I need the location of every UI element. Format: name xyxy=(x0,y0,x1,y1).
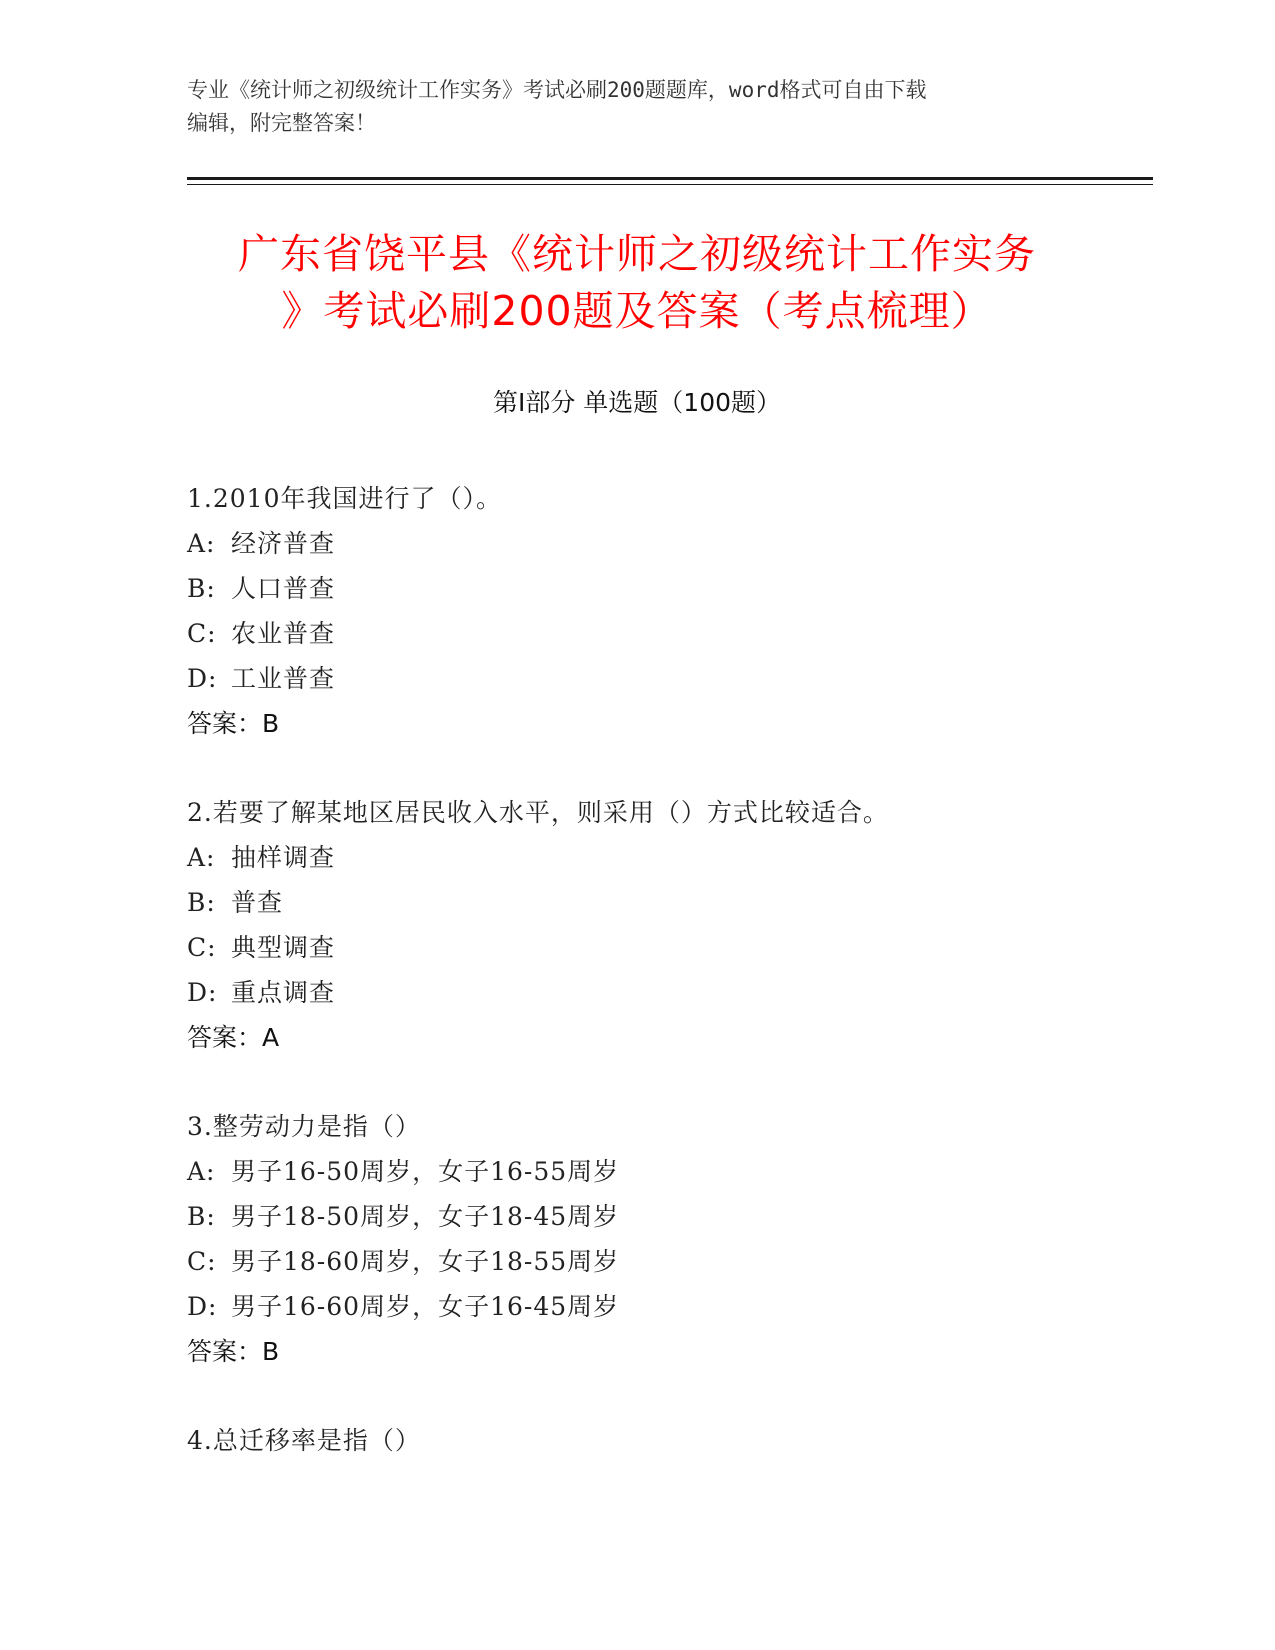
option-d xyxy=(187,1284,1147,1329)
question-2 xyxy=(187,790,1147,1060)
question-list xyxy=(187,476,1147,1507)
option-a xyxy=(187,1149,1147,1194)
option-text: 经济普查 xyxy=(231,529,336,558)
option-c xyxy=(187,925,1147,970)
option-letter: B: xyxy=(187,888,216,917)
question-stem: 2.若要了解某地区居民收入水平，则采用（）方式比较适合。 xyxy=(187,798,889,827)
document-title-line1: 广东省饶平县《统计师之初级统计工作实务 xyxy=(238,230,1036,278)
question-3 xyxy=(187,1104,1147,1374)
question-1 xyxy=(187,476,1147,746)
document-title-line2: 》考试必刷200题及答案（考点梳理） xyxy=(281,287,993,335)
option-text: 工业普查 xyxy=(231,664,336,693)
header-note xyxy=(187,74,1067,140)
option-letter: C: xyxy=(187,619,217,648)
header-note-line2: 编辑，附完整答案！ xyxy=(187,111,376,135)
answer: 答案：A xyxy=(187,1023,280,1052)
document-title xyxy=(187,226,1087,340)
option-text: 重点调查 xyxy=(231,978,336,1007)
option-c xyxy=(187,611,1147,656)
option-a xyxy=(187,835,1147,880)
option-letter: C: xyxy=(187,1247,217,1276)
question-stem: 1.2010年我国进行了（）。 xyxy=(187,484,502,513)
header-note-line1: 专业《统计师之初级统计工作实务》考试必刷200题题库，word格式可自由下载 xyxy=(187,78,927,102)
option-b xyxy=(187,880,1147,925)
answer: 答案：B xyxy=(187,1337,280,1366)
option-b xyxy=(187,566,1147,611)
option-text: 男子18-60周岁，女子18-55周岁 xyxy=(231,1247,620,1276)
option-letter: C: xyxy=(187,933,217,962)
option-letter: B: xyxy=(187,574,216,603)
option-text: 抽样调查 xyxy=(231,843,336,872)
option-text: 男子18-50周岁，女子18-45周岁 xyxy=(231,1202,620,1231)
option-text: 普查 xyxy=(231,888,284,917)
option-letter: D: xyxy=(187,664,218,693)
section-title: 第Ⅰ部分 单选题（100题） xyxy=(492,388,782,417)
option-letter: A: xyxy=(187,529,216,558)
header-rule-thin xyxy=(187,184,1153,185)
option-text: 典型调查 xyxy=(231,933,336,962)
option-letter: D: xyxy=(187,978,218,1007)
answer: 答案：B xyxy=(187,709,280,738)
option-d xyxy=(187,656,1147,701)
option-text: 人口普查 xyxy=(231,574,336,603)
question-4 xyxy=(187,1418,1147,1463)
option-b xyxy=(187,1194,1147,1239)
option-letter: D: xyxy=(187,1292,218,1321)
option-text: 男子16-60周岁，女子16-45周岁 xyxy=(231,1292,620,1321)
header-rule-thick xyxy=(187,177,1153,180)
option-letter: A: xyxy=(187,843,216,872)
question-stem: 4.总迁移率是指（） xyxy=(187,1426,421,1455)
option-letter: A: xyxy=(187,1157,216,1186)
option-text: 男子16-50周岁，女子16-55周岁 xyxy=(231,1157,620,1186)
option-letter: B: xyxy=(187,1202,216,1231)
option-d xyxy=(187,970,1147,1015)
option-a xyxy=(187,521,1147,566)
question-stem: 3.整劳动力是指（） xyxy=(187,1112,421,1141)
option-c xyxy=(187,1239,1147,1284)
option-text: 农业普查 xyxy=(231,619,336,648)
